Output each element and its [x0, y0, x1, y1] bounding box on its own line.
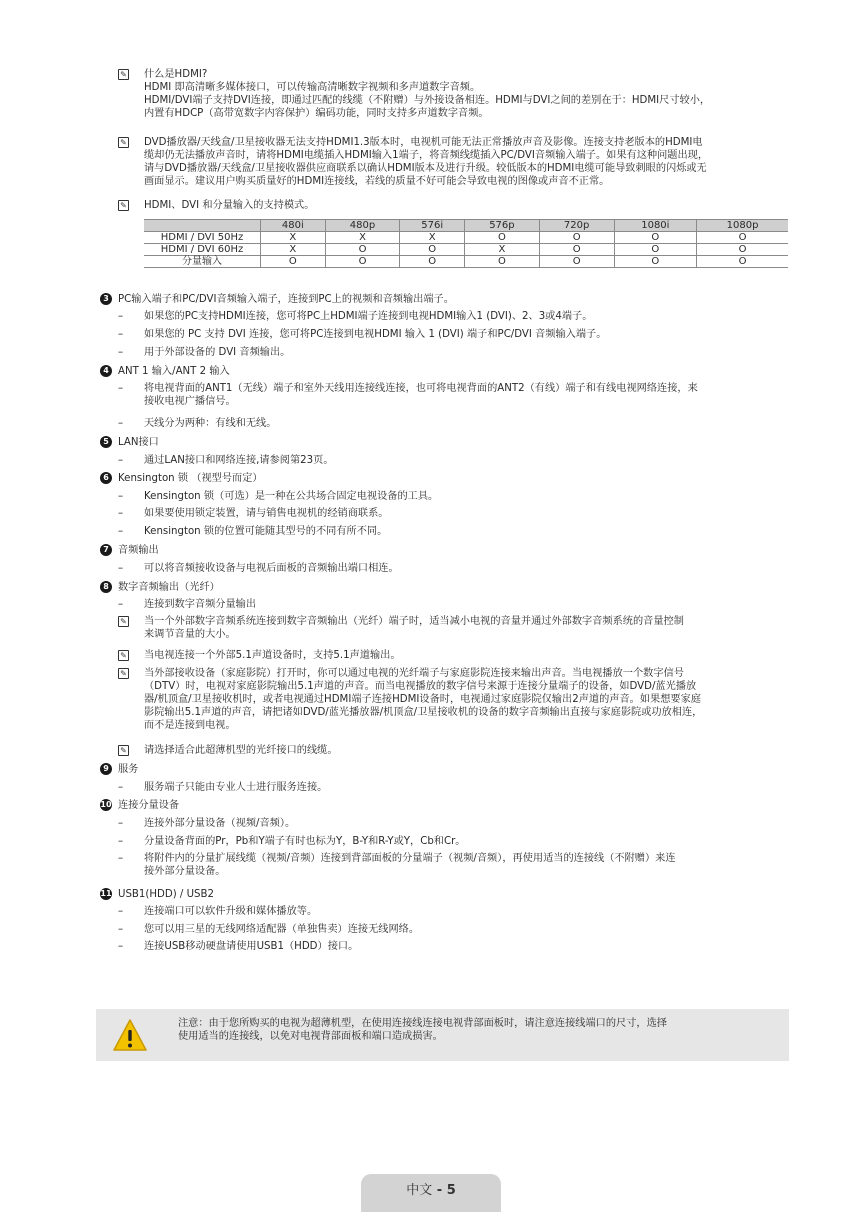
dash-icon: – [118, 508, 124, 519]
list-item [118, 417, 790, 430]
list-item-text: 用于外部设备的 DVI 音频输出。 [144, 347, 291, 358]
list-item-text: 将电视背面的ANT1（无线）端子和室外天线用连接线连接，也可将电视背面的ANT2（有线）端子和有线电视网络连接，来 [144, 383, 698, 394]
note-line: 画面显示。建议用户购买质量好的HDMI连接线，若线的质量不好可能会导致电视的图像或声音不正常。 [144, 176, 610, 187]
list-item [118, 346, 790, 359]
number-badge: 5 [100, 436, 112, 448]
list-item-text: 接收电视广播信号。 [144, 396, 236, 407]
number-badge: 9 [100, 763, 112, 775]
item-service [100, 763, 790, 776]
item-title: Kensington 锁 （视型号而定） [118, 473, 263, 484]
dash-icon: – [118, 347, 124, 358]
list-item-text: 如果您的 PC 支持 DVI 连接，您可将PC连接到电视HDMI 输入 1 (DVI) 端子和PC/DVI 音频输入端子。 [144, 329, 607, 340]
list-item [118, 852, 790, 878]
list-item [118, 310, 790, 323]
item-lan [100, 436, 790, 449]
table-cell: X [465, 244, 540, 256]
note-icon: ✎ [118, 616, 129, 627]
list-item-text: 将附件内的分量扩展线缆（视频/音频）连接到背部面板的分量端子（视频/音频），再使用适当的连接线（不附赠）来连 [144, 853, 676, 864]
list-item [118, 328, 790, 341]
table-cell: O [465, 256, 540, 268]
table-cell: O [261, 256, 326, 268]
table-cell: O [539, 232, 614, 244]
note-line: （DTV）时，电视对家庭影院输出5.1声道的声音。而当电视播放的数字信号来源于连接分量端子的设备，如DVD/蓝光播放 [144, 681, 697, 692]
table-cell: O [697, 256, 788, 268]
list-item [118, 940, 790, 953]
footer-language: 中文 [406, 1183, 433, 1198]
list-item [118, 507, 790, 520]
caution-text: 使用适当的连接线，以免对电视背部面板和端口造成损害。 [178, 1031, 443, 1042]
page-number: 5 [446, 1183, 456, 1198]
number-badge: 3 [100, 293, 112, 305]
note-line: 来调节音量的大小。 [144, 629, 236, 640]
dash-icon: – [118, 941, 124, 952]
item-component [100, 799, 790, 812]
dash-icon: – [118, 563, 124, 574]
number-badge: 10 [100, 800, 112, 809]
number-badge: 4 [100, 365, 112, 377]
table-cell: O [325, 244, 400, 256]
list-item [118, 490, 790, 503]
list-item-text: 通过LAN接口和网络连接,请参阅第23页。 [144, 455, 334, 466]
item-title: ANT 1 输入/ANT 2 输入 [118, 366, 230, 377]
list-item [118, 905, 790, 918]
list-item [118, 781, 790, 794]
dash-icon: – [118, 383, 124, 394]
table-cell: HDMI / DVI 60Hz [144, 244, 261, 256]
table-cell: 分量输入 [144, 256, 261, 268]
caution-box [96, 1009, 789, 1061]
note-line: HDMI 即高清晰多媒体接口，可以传输高清晰数字视频和多声道数字音频。 [144, 82, 481, 93]
list-item-text: 如果您的PC支持HDMI连接，您可将PC上HDMI端子连接到电视HDMI输入1 (DVI)、2、3或4端子。 [144, 311, 593, 322]
note-line: 请与DVD播放器/天线盒/卫星接收器供应商联系以确认HDMI版本及进行升级。较低版本的HDMI电缆可能导致刺眼的闪烁或无 [144, 163, 707, 174]
table-cell: O [614, 256, 697, 268]
list-item-text: 服务端子只能由专业人士进行服务连接。 [144, 782, 328, 793]
table-row [144, 244, 788, 256]
number-badge: 8 [100, 581, 112, 593]
table-row [144, 256, 788, 268]
note-line: 内置有HDCP（高带宽数字内容保护）编码功能，同时支持多声道数字音频。 [144, 108, 489, 119]
note-icon: ✎ [118, 137, 129, 148]
list-item-text: Kensington 锁的位置可能随其型号的不同有所不同。 [144, 526, 388, 537]
note-line: HDMI、DVI 和分量输入的支持模式。 [144, 200, 315, 211]
note-line: 请选择适合此超薄机型的光纤接口的线缆。 [144, 745, 338, 756]
item-antenna-input [100, 365, 790, 378]
item-title: PC输入端子和PC/DVI音频输入端子，连接到PC上的视频和音频输出端子。 [118, 294, 454, 305]
table-cell: O [400, 256, 465, 268]
list-item-text: 可以将音频接收设备与电视后面板的音频输出端口相连。 [144, 563, 399, 574]
item-title: 数字音频输出（光纤） [118, 582, 220, 593]
table-cell: O [614, 232, 697, 244]
list-item-text: 天线分为两种：有线和无线。 [144, 418, 277, 429]
note-line: HDMI/DVI端子支持DVI连接，即通过匹配的线缆（不附赠）与外接设备相连。HDMI与DVI之间的差别在于：HDMI尺寸较小， [144, 95, 711, 106]
dash-icon: – [118, 853, 124, 864]
note-item [118, 744, 790, 757]
table-header-cell: 480p [325, 220, 400, 232]
note-line: 当外部接收设备（家庭影院）打开时，你可以通过电视的光纤端子与家庭影院连接来输出声音。当电视播放一个数字信号 [144, 668, 684, 679]
note-icon: ✎ [118, 200, 129, 211]
item-pc-input [100, 293, 790, 306]
list-item [118, 817, 790, 830]
list-item-text: 分量设备背面的Pr，Pb和Y端子有时也标为Y，B-Y和R-Y或Y，Cb和Cr。 [144, 836, 466, 847]
list-item-text: Kensington 锁（可选）是一种在公共场合固定电视设备的工具。 [144, 491, 439, 502]
dash-icon: – [118, 491, 124, 502]
dash-icon: – [118, 599, 124, 610]
note-icon: ✎ [118, 69, 129, 80]
table-cell: HDMI / DVI 50Hz [144, 232, 261, 244]
dash-icon: – [118, 526, 124, 537]
note-icon: ✎ [118, 745, 129, 756]
table-cell: X [261, 232, 326, 244]
table-header-cell: 1080i [614, 220, 697, 232]
table-header-cell: 720p [539, 220, 614, 232]
list-item-text: 连接端口可以软件升级和媒体播放等。 [144, 906, 318, 917]
table-header-row [144, 220, 788, 232]
table-row [144, 232, 788, 244]
dash-icon: – [118, 782, 124, 793]
list-item [118, 562, 790, 575]
list-item-text: 连接USB移动硬盘请使用USB1（HDD）接口。 [144, 941, 359, 952]
list-item [118, 835, 790, 848]
table-cell: O [465, 232, 540, 244]
number-badge: 6 [100, 472, 112, 484]
dash-icon: – [118, 924, 124, 935]
item-title: 服务 [118, 764, 139, 775]
table-cell: X [261, 244, 326, 256]
item-usb [100, 888, 790, 901]
caution-text: 注意：由于您所购买的电视为超薄机型，在使用连接线连接电视背部面板时，请注意连接线端口的尺寸，选择 [178, 1018, 667, 1029]
note-line: DVD播放器/天线盒/卫星接收器无法支持HDMI1.3版本时，电视机可能无法正常播放声音及影像。连接支持老版本的HDMI电 [144, 137, 703, 148]
list-item [118, 382, 790, 408]
dash-icon: – [118, 836, 124, 847]
note-line: 影院输出5.1声道的声音，请把诸如DVD/蓝光播放器/机顶盒/卫星接收机的设备的数字音频输出直接与家庭影院或功放相连， [144, 707, 703, 718]
note-item [118, 615, 790, 641]
list-item-text: 连接外部分量设备（视频/音频）。 [144, 818, 296, 829]
table-cell: X [400, 232, 465, 244]
note-hdmi-version [118, 136, 790, 188]
note-line: 当电视连接一个外部5.1声道设备时，支持5.1声道输出。 [144, 650, 401, 661]
table-cell: O [325, 256, 400, 268]
list-item [118, 598, 790, 611]
note-icon: ✎ [118, 668, 129, 679]
list-item-text: 如果要使用锁定装置，请与销售电视机的经销商联系。 [144, 508, 389, 519]
supported-modes-table [144, 219, 788, 268]
table-cell: O [697, 232, 788, 244]
dash-icon: – [118, 455, 124, 466]
table-cell: O [539, 244, 614, 256]
note-line: 当一个外部数字音频系统连接到数字音频输出（光纤）端子时，适当减小电视的音量并通过外部数字音频系统的音量控制 [144, 616, 684, 627]
note-line: 缆却仍无法播放声音时，请将HDMI电缆插入HDMI输入1端子，将音频线缆插入PC/DVI音频输入端子。如果有这种问题出现， [144, 150, 709, 161]
note-line: 而不是连接到电视。 [144, 720, 236, 731]
table-header-cell [144, 220, 261, 232]
dash-icon: – [118, 329, 124, 340]
note-line: 什么是HDMI? [144, 69, 208, 80]
item-title: 音频输出 [118, 545, 159, 556]
table-header-cell: 480i [261, 220, 326, 232]
note-icon: ✎ [118, 650, 129, 661]
table-cell: O [539, 256, 614, 268]
item-title: LAN接口 [118, 437, 159, 448]
table-cell: O [614, 244, 697, 256]
note-item [118, 667, 790, 732]
dash-icon: – [118, 906, 124, 917]
list-item [118, 525, 790, 538]
table-cell: O [400, 244, 465, 256]
item-digital-audio-out [100, 581, 790, 594]
list-item [118, 454, 790, 467]
list-item-text: 连接到数字音频分量输出 [144, 599, 257, 610]
item-title: 连接分量设备 [118, 800, 180, 811]
item-title: USB1(HDD) / USB2 [118, 889, 214, 900]
warning-icon [112, 1017, 148, 1053]
number-badge: 7 [100, 544, 112, 556]
list-item [118, 923, 790, 936]
table-cell: X [325, 232, 400, 244]
item-kensington [100, 472, 790, 485]
dash-icon: – [118, 311, 124, 322]
list-item-text: 接外部分量设备。 [144, 866, 226, 877]
table-header-cell: 1080p [697, 220, 788, 232]
dash-icon: – [118, 818, 124, 829]
page-number-tab [361, 1174, 501, 1212]
table-header-cell: 576p [465, 220, 540, 232]
dash-icon: – [118, 418, 124, 429]
note-what-is-hdmi [118, 68, 790, 120]
table-cell: O [697, 244, 788, 256]
note-supported-modes [118, 199, 790, 212]
number-badge: 11 [100, 889, 112, 898]
note-line: 器/机顶盒/卫星接收机时，或者电视通过HDMI端子连接HDMI设备时，电视通过家庭影院仅输出2声道的声音。如果想要家庭 [144, 694, 701, 705]
item-audio-out [100, 544, 790, 557]
footer-separator: - [432, 1183, 447, 1198]
table-header-cell: 576i [400, 220, 465, 232]
note-item [118, 649, 790, 662]
list-item-text: 您可以用三星的无线网络适配器（单独售卖）连接无线网络。 [144, 924, 420, 935]
